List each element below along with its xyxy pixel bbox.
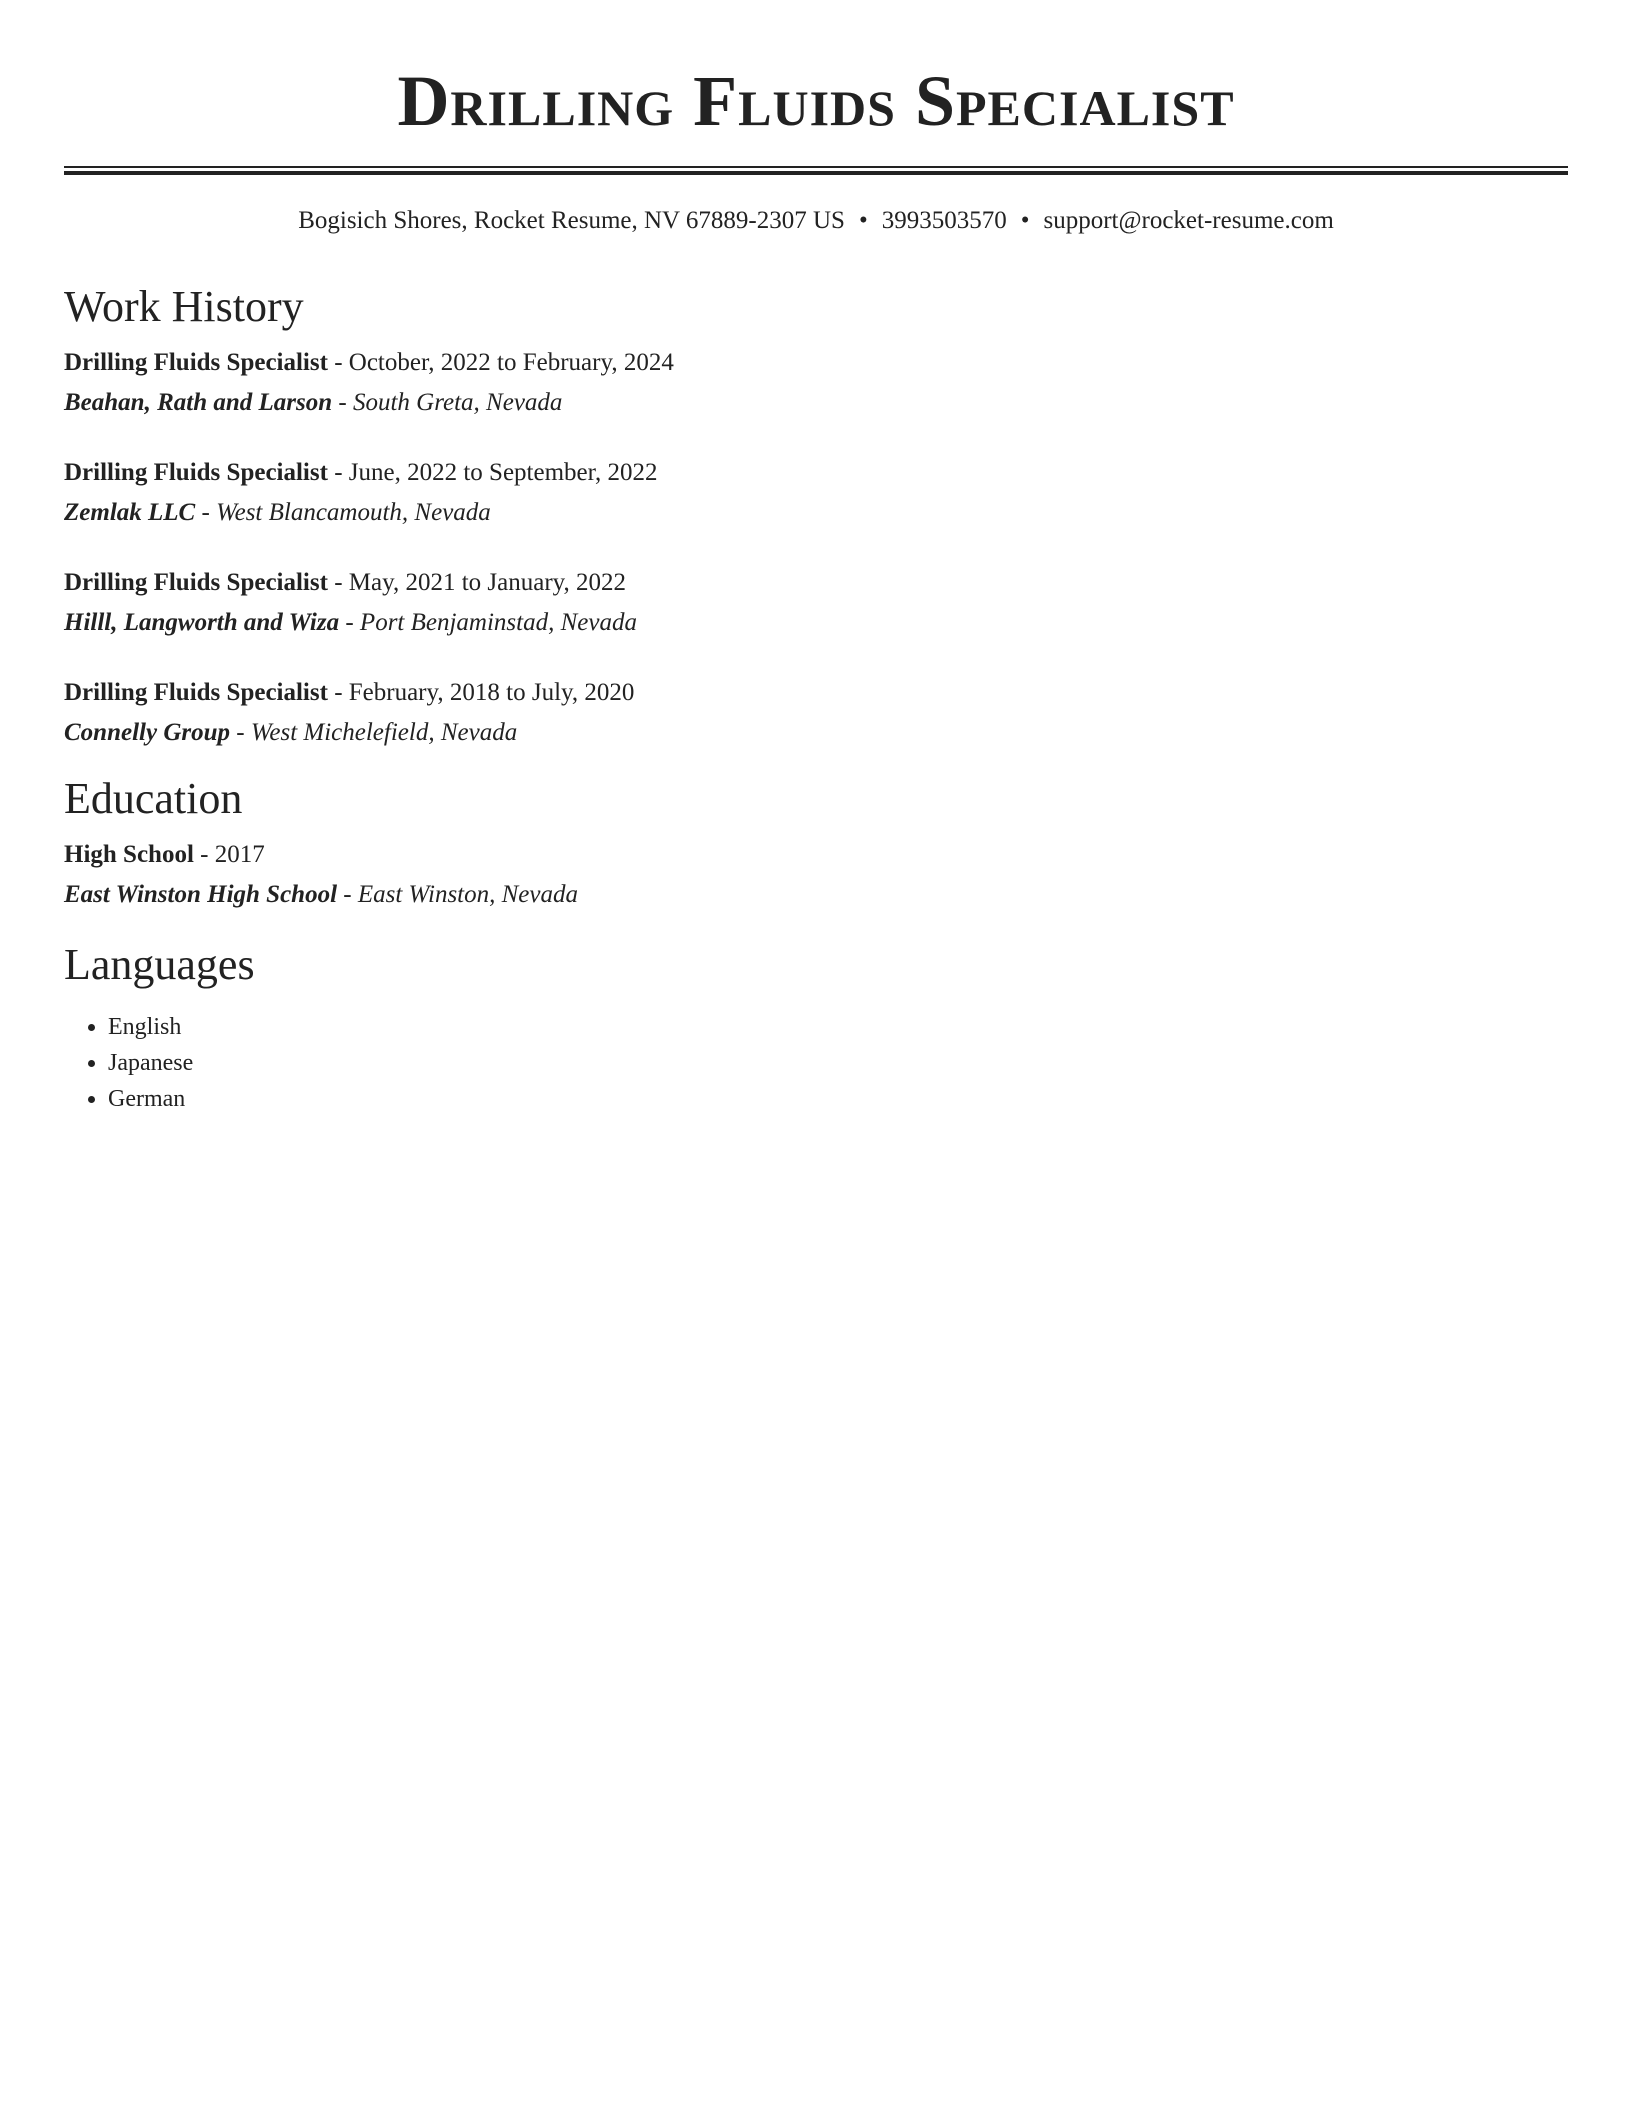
- dash: -: [200, 841, 209, 868]
- dash: -: [334, 679, 343, 706]
- dash: -: [236, 719, 245, 746]
- education-entry: [64, 835, 1568, 915]
- contact-phone: 3993503570: [881, 207, 1007, 234]
- work-entry-employer: [64, 493, 1568, 533]
- contact-address: Bogisich Shores, Rocket Resume, NV 67889-2307 US: [298, 207, 845, 234]
- contact-line: [64, 205, 1568, 237]
- job-dates: June, 2022 to September, 2022: [348, 459, 658, 486]
- job-title: Drilling Fluids Specialist: [64, 459, 328, 486]
- school-name: East Winston High School: [64, 881, 338, 908]
- job-dates: May, 2021 to January, 2022: [348, 569, 627, 596]
- dash: -: [345, 609, 354, 636]
- section-title-languages: Languages: [64, 940, 255, 989]
- dash: -: [201, 499, 210, 526]
- company-name: Zemlak LLC: [64, 499, 196, 526]
- work-entry-header: [64, 343, 1568, 383]
- dash: -: [343, 881, 352, 908]
- job-title: Drilling Fluids Specialist: [64, 569, 328, 596]
- company-location: West Michelefield, Nevada: [250, 719, 518, 746]
- work-entry-header: [64, 453, 1568, 493]
- contact-email: support@rocket-resume.com: [1043, 207, 1334, 234]
- degree: High School: [64, 841, 194, 868]
- job-title: Drilling Fluids Specialist: [64, 349, 328, 376]
- company-name: Connelly Group: [64, 719, 231, 746]
- languages-list: [64, 1009, 1568, 1117]
- education-entry-school: [64, 875, 1568, 915]
- work-entry: [64, 453, 1568, 533]
- work-entry-header: [64, 563, 1568, 603]
- work-entry-header: [64, 673, 1568, 713]
- company-location: South Greta, Nevada: [352, 389, 563, 416]
- work-entry-employer: [64, 713, 1568, 753]
- language-item: • Japanese: [108, 1045, 1568, 1081]
- resume-page: [64, 0, 1568, 1117]
- dash: -: [338, 389, 347, 416]
- work-entry-employer: [64, 603, 1568, 643]
- contact-separator: •: [1020, 207, 1030, 234]
- contact-separator: •: [858, 207, 868, 234]
- work-entry: [64, 343, 1568, 423]
- work-entry: [64, 673, 1568, 753]
- school-location: East Winston, Nevada: [357, 881, 578, 908]
- dash: -: [334, 349, 343, 376]
- language-item: • German: [108, 1081, 1568, 1117]
- language-item: • English: [108, 1009, 1568, 1045]
- section-title-education: Education: [64, 774, 243, 823]
- header-double-rule: [64, 166, 1568, 175]
- company-name: Beahan, Rath and Larson: [64, 389, 333, 416]
- resume-name: Drilling Fluids Specialist: [397, 61, 1235, 141]
- company-name: Hilll, Langworth and Wiza: [64, 609, 340, 636]
- work-entry: [64, 563, 1568, 643]
- job-dates: October, 2022 to February, 2024: [348, 349, 674, 376]
- dash: -: [334, 569, 343, 596]
- company-location: Port Benjaminstad, Nevada: [359, 609, 637, 636]
- dash: -: [334, 459, 343, 486]
- company-location: West Blancamouth, Nevada: [216, 499, 491, 526]
- work-entry-employer: [64, 383, 1568, 423]
- section-title-work-history: Work History: [64, 282, 304, 331]
- job-dates: February, 2018 to July, 2020: [348, 679, 635, 706]
- job-title: Drilling Fluids Specialist: [64, 679, 328, 706]
- graduation-year: 2017: [214, 841, 265, 868]
- education-entry-header: [64, 835, 1568, 875]
